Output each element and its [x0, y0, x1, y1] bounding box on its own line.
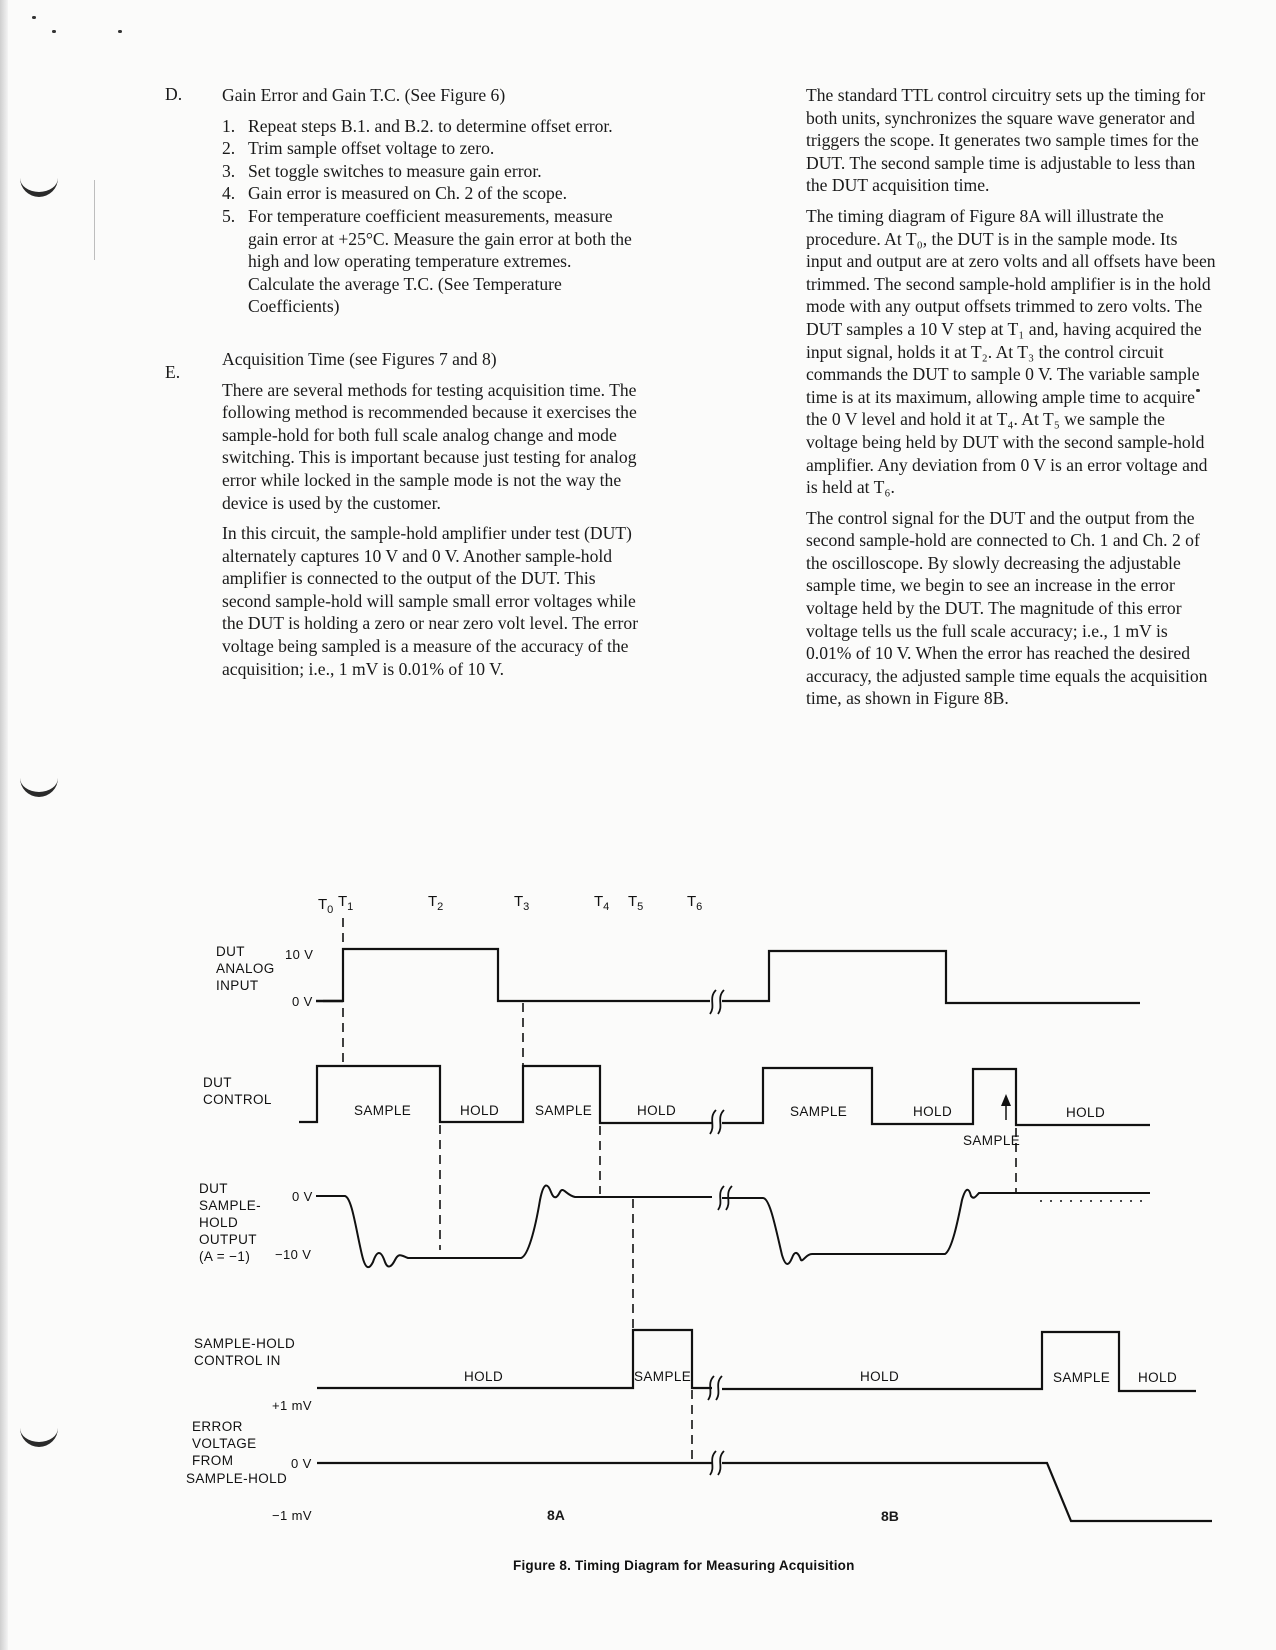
step-item	[222, 115, 642, 138]
dut-sh-output-waveform-8a	[316, 1185, 712, 1267]
sh-control-in-waveform-8b	[722, 1332, 1196, 1391]
level-label-0v: 0 V	[292, 1189, 313, 1204]
dut-control-segment: SAMPLE	[354, 1103, 412, 1118]
time-marker-t3: $T_3$	[514, 893, 530, 913]
punch-hole	[20, 1420, 58, 1447]
time-break-symbol	[710, 1110, 724, 1134]
time-marker-t6: $T_6$	[687, 893, 703, 913]
body-paragraph: The control signal for the DUT and the output from the second sample-hold are connected to Ch. 1 and Ch. 2 of the oscilloscope. By slowly decreasing the adjustable sample time, we begin to see an increase in the error voltage held by the DUT. The magnitude of this error voltage tells us the full scale accuracy; i.e., 1 mV is 0.01% of 10 V. When the error has reached the desired accuracy, the adjusted sample time equals the acquisition time, as shown in Figure 8B.	[806, 507, 1208, 709]
dut-control-segment: SAMPLE	[963, 1133, 1021, 1148]
figure-caption: Figure 8. Timing Diagram for Measuring Acquisition	[513, 1558, 855, 1573]
dut-control-segment: HOLD	[913, 1104, 953, 1119]
section-e-title: Acquisition Time (see Figures 7 and 8)	[222, 348, 497, 369]
dut-control-segment: HOLD	[1066, 1105, 1106, 1120]
step-item	[222, 137, 642, 160]
level-label-minus-10v: −10 V	[275, 1247, 312, 1262]
section-e-paragraph: There are several methods for testing acquisition time. The following method is recommended because it exercises the sample-hold for both full scale analog change and mode switching. This is important because just testing for analog error while locked in the sample mode is not the way the device is used by the customer.	[222, 379, 637, 513]
page-binding-edge	[0, 0, 8, 1650]
error-voltage-waveform-8b	[722, 1463, 1212, 1521]
time-marker-t2: $T_2$	[428, 893, 444, 913]
time-break-symbol	[710, 990, 724, 1014]
left-column	[222, 84, 642, 688]
dut-control-label: DUT CONTROL	[203, 1075, 272, 1107]
section-e-paragraph: In this circuit, the sample-hold amplifier under test (DUT) alternately captures 10 V and 0 V. Another sample-hold amplifier is connected to the output of the DUT. This second sample-hold will sample small error voltages while the DUT is holding a zero or near zero volt level. The error voltage being sampled is a measure of the accuracy of the acquisition; i.e., 1 mV is 0.01% of 10 V.	[222, 523, 639, 679]
scan-speck	[32, 16, 36, 19]
dut-control-waveform-8a	[299, 1066, 712, 1123]
dut-control-segment: SAMPLE	[535, 1103, 593, 1118]
dut-sh-output-waveform-8b	[722, 1190, 1150, 1264]
level-label-plus-1mv: +1 mV	[272, 1398, 312, 1413]
time-break-symbol	[710, 1451, 724, 1475]
dut-analog-input-waveform-8a	[323, 949, 710, 1001]
body-paragraph: The timing diagram of Figure 8A will illustrate the procedure. At T₀, the DUT is in the sample mode. Its input and output are at zero volts and all offsets have been trimmed. The second sample-hold amplifier is in the hold mode with any output offsets trimmed to zero volts. The DUT samples a 10 V step at T₁ and, having acquired the input signal, holds it at T₂. At T₃ the control circuit commands the DUT to sample 0 V. The variable sample time is at its maximum, allowing ample time to acquire the 0 V level and hold it at T₄. At T₅ we sample the voltage being held by DUT with the second sample-hold amplifier. Any deviation from 0 V is an error voltage and is held at T₆.	[806, 205, 1216, 498]
time-break-symbol	[718, 1186, 732, 1210]
error-voltage-label: ERROR VOLTAGE FROM	[192, 1419, 257, 1468]
step-item	[222, 160, 642, 183]
section-d-steps	[222, 115, 642, 318]
section-d-letter: D.	[165, 84, 183, 104]
step-number: 5.	[222, 205, 236, 226]
step-number: 4.	[222, 183, 236, 204]
level-label-0v: 0 V	[291, 1456, 312, 1471]
step-text: Set toggle switches to measure gain error.	[248, 160, 542, 181]
time-marker-t1: $T_1$	[338, 893, 354, 913]
scan-speck	[118, 30, 122, 33]
step-number: 2.	[222, 138, 236, 159]
dut-control-segment: SAMPLE	[790, 1104, 848, 1119]
step-text: Trim sample offset voltage to zero.	[248, 138, 495, 159]
dut-control-segment: HOLD	[637, 1103, 677, 1118]
dut-control-segment: HOLD	[460, 1103, 500, 1118]
section-e-letter: E.	[165, 362, 181, 382]
dut-analog-input-label: DUT ANALOG INPUT	[216, 944, 275, 993]
dut-control-waveform-8b	[722, 1068, 1150, 1125]
body-paragraph: The standard TTL control circuitry sets up the timing for both units, synchronizes the square wave generator and triggers the scope. It generates two sample times for the DUT. The second sample time is adjustable to less than the DUT acquisition time.	[806, 85, 1206, 196]
level-label-minus-1mv: −1 mV	[272, 1508, 312, 1523]
sample-arrow-icon	[1001, 1094, 1011, 1106]
step-item	[222, 182, 642, 205]
time-break-symbol	[708, 1376, 722, 1400]
sh-control-segment: HOLD	[860, 1369, 900, 1384]
punch-hole	[20, 770, 58, 797]
panel-label-8a: 8A	[547, 1507, 565, 1523]
panel-label-8b: 8B	[881, 1508, 899, 1524]
dut-analog-input-waveform-8b	[722, 951, 1140, 1003]
step-number: 3.	[222, 160, 236, 181]
step-number: 1.	[222, 115, 236, 136]
section-d-title: Gain Error and Gain T.C. (See Figure 6)	[222, 85, 506, 105]
level-label-0v: 0 V	[292, 994, 313, 1009]
scan-speck	[52, 30, 56, 33]
step-text: For temperature coefficient measurements, measure gain error at +25°C. Measure the gain error at both the high and low operating temperature extremes. Calculate the average T.C. (See Temperature Coefficients)	[248, 205, 632, 317]
time-marker-t5: $T_5$	[628, 893, 644, 913]
sh-control-in-label: SAMPLE-HOLD CONTROL IN	[194, 1336, 296, 1368]
sh-control-segment: SAMPLE	[634, 1369, 692, 1384]
step-text: Gain error is measured on Ch. 2 of the scope.	[248, 183, 568, 204]
sh-control-in-waveform-8a	[317, 1330, 712, 1388]
right-column	[806, 84, 1216, 718]
punch-hole	[20, 170, 58, 197]
time-marker-t0: $T_0$	[318, 896, 334, 916]
time-marker-t4: $T_4$	[594, 893, 610, 913]
sh-control-segment: HOLD	[1138, 1370, 1178, 1385]
step-text: Repeat steps B.1. and B.2. to determine offset error.	[248, 115, 613, 136]
margin-rule	[94, 180, 95, 260]
sh-control-segment: HOLD	[464, 1369, 504, 1384]
error-voltage-label-line4: SAMPLE-HOLD	[186, 1471, 288, 1486]
sh-control-segment: SAMPLE	[1053, 1370, 1111, 1385]
step-item	[222, 205, 642, 318]
dut-sh-output-label: DUT SAMPLE- HOLD OUTPUT (A = −1)	[199, 1181, 262, 1264]
level-label-10v: 10 V	[285, 947, 314, 962]
